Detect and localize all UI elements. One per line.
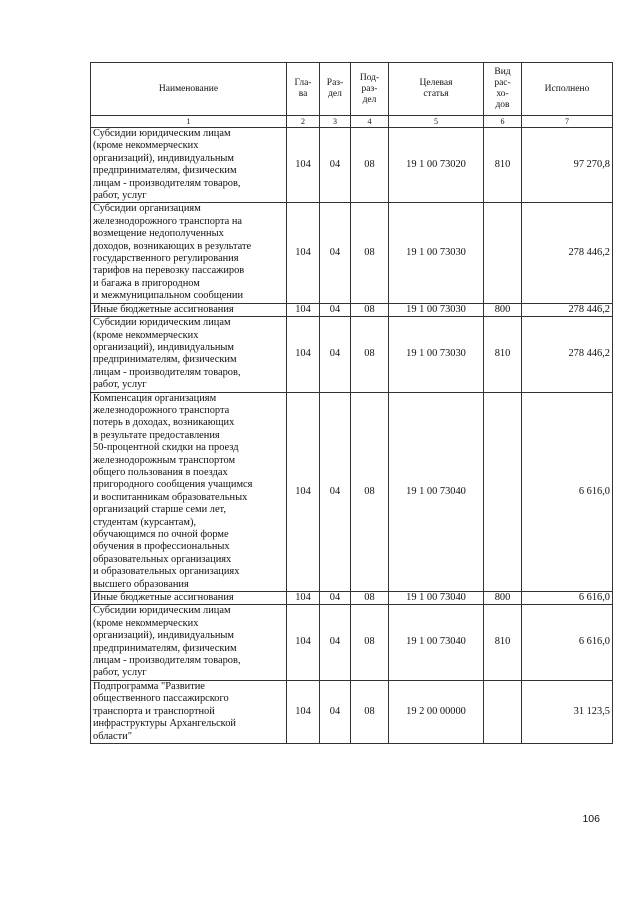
- row-expense-type: [484, 203, 522, 303]
- col-number: 5: [389, 116, 484, 128]
- row-section: 04: [320, 592, 351, 605]
- row-subsection: 08: [351, 303, 389, 316]
- row-name: Субсидии юридическим лицам (кроме некоммерческих организаций), индивидуальным предпринимателям, физическим лицам - производителям товаров, работ, услуг: [91, 128, 287, 203]
- row-chapter: 104: [287, 605, 320, 680]
- row-section: 04: [320, 317, 351, 392]
- row-subsection: 08: [351, 128, 389, 203]
- row-target-code: 19 1 00 73030: [389, 303, 484, 316]
- row-executed-amount: 6 616,0: [522, 592, 613, 605]
- row-chapter: 104: [287, 203, 320, 303]
- row-expense-type: 810: [484, 317, 522, 392]
- header-chapter: Гла- ва: [287, 63, 320, 116]
- row-section: 04: [320, 128, 351, 203]
- row-executed-amount: 278 446,2: [522, 303, 613, 316]
- row-section: 04: [320, 680, 351, 743]
- row-subsection: 08: [351, 680, 389, 743]
- row-chapter: 104: [287, 392, 320, 592]
- row-executed-amount: 6 616,0: [522, 392, 613, 592]
- row-target-code: 19 1 00 73040: [389, 592, 484, 605]
- row-executed-amount: 31 123,5: [522, 680, 613, 743]
- header-row: [91, 63, 613, 116]
- header-expense-type: Вид рас- хо- дов: [484, 63, 522, 116]
- row-expense-type: [484, 680, 522, 743]
- table-row: [91, 680, 613, 743]
- row-name: Иные бюджетные ассигнования: [91, 592, 287, 605]
- row-chapter: 104: [287, 680, 320, 743]
- table-row: [91, 303, 613, 316]
- row-target-code: 19 1 00 73030: [389, 317, 484, 392]
- row-executed-amount: 97 270,8: [522, 128, 613, 203]
- header-section: Раз- дел: [320, 63, 351, 116]
- row-expense-type: 810: [484, 128, 522, 203]
- column-number-row: [91, 116, 613, 128]
- budget-table: [90, 62, 613, 744]
- row-target-code: 19 1 00 73040: [389, 392, 484, 592]
- row-target-code: 19 1 00 73040: [389, 605, 484, 680]
- col-number: 7: [522, 116, 613, 128]
- row-subsection: 08: [351, 392, 389, 592]
- row-name: Субсидии юридическим лицам (кроме некоммерческих организаций), индивидуальным предпринимателям, физическим лицам - производителям товаров, работ, услуг: [91, 317, 287, 392]
- row-executed-amount: 6 616,0: [522, 605, 613, 680]
- row-executed-amount: 278 446,2: [522, 203, 613, 303]
- col-number: 1: [91, 116, 287, 128]
- row-section: 04: [320, 392, 351, 592]
- col-number: 2: [287, 116, 320, 128]
- header-target: Целевая статья: [389, 63, 484, 116]
- row-expense-type: [484, 392, 522, 592]
- row-chapter: 104: [287, 592, 320, 605]
- row-section: 04: [320, 203, 351, 303]
- row-section: 04: [320, 303, 351, 316]
- row-name: Иные бюджетные ассигнования: [91, 303, 287, 316]
- header-executed: Исполнено: [522, 63, 613, 116]
- row-executed-amount: 278 446,2: [522, 317, 613, 392]
- col-number: 6: [484, 116, 522, 128]
- row-expense-type: 800: [484, 303, 522, 316]
- table-row: [91, 128, 613, 203]
- row-expense-type: 800: [484, 592, 522, 605]
- row-chapter: 104: [287, 317, 320, 392]
- row-name: Субсидии организациям железнодорожного транспорта на возмещение недополученных доходов, возникающих в результате государственного регулирования тарифов на перевозку пассажиров и багажа в пригородном и межмуниципальном сообщении: [91, 203, 287, 303]
- row-subsection: 08: [351, 605, 389, 680]
- row-name: Субсидии юридическим лицам (кроме некоммерческих организаций), индивидуальным предпринимателям, физическим лицам - производителям товаров, работ, услуг: [91, 605, 287, 680]
- row-subsection: 08: [351, 203, 389, 303]
- row-subsection: 08: [351, 592, 389, 605]
- row-subsection: 08: [351, 317, 389, 392]
- table-row: [91, 592, 613, 605]
- row-name: Подпрограмма "Развитие общественного пассажирского транспорта и транспортной инфраструктуры Архангельской области": [91, 680, 287, 743]
- row-name: Компенсация организациям железнодорожного транспорта потерь в доходах, возникающих в результате предоставления 50-процентной скидки на проезд железнодорожным транспортом общего пользования в поездах пригородного сообщения учащимся и воспитанникам образовательных организаций старше семи лет, студентам (курсантам), обучающимся по очной форме обучения в профессиональных образовательных организациях и образовательных организациях высшего образования: [91, 392, 287, 592]
- page-number: 106: [582, 813, 600, 825]
- table-body: [91, 116, 613, 744]
- table-row: [91, 203, 613, 303]
- row-chapter: 104: [287, 303, 320, 316]
- header-subsection: Под- раз- дел: [351, 63, 389, 116]
- row-target-code: 19 1 00 73020: [389, 128, 484, 203]
- col-number: 3: [320, 116, 351, 128]
- row-target-code: 19 2 00 00000: [389, 680, 484, 743]
- row-expense-type: 810: [484, 605, 522, 680]
- header-name: Наименование: [91, 63, 287, 116]
- table-row: [91, 605, 613, 680]
- row-chapter: 104: [287, 128, 320, 203]
- row-section: 04: [320, 605, 351, 680]
- row-target-code: 19 1 00 73030: [389, 203, 484, 303]
- table-row: [91, 317, 613, 392]
- col-number: 4: [351, 116, 389, 128]
- table-row: [91, 392, 613, 592]
